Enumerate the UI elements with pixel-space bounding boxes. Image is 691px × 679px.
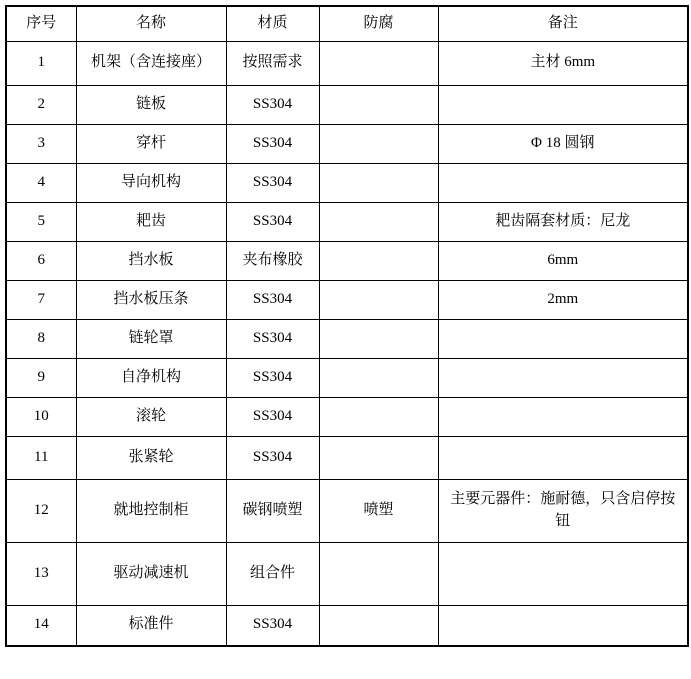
cell-anticorrosion — [319, 319, 438, 358]
cell-remark — [438, 436, 688, 479]
cell-name: 自净机构 — [76, 358, 226, 397]
cell-anticorrosion — [319, 397, 438, 436]
cell-name: 驱动减速机 — [76, 542, 226, 605]
cell-no: 6 — [6, 241, 76, 280]
table-row — [6, 605, 688, 646]
cell-anticorrosion — [319, 124, 438, 163]
table-row — [6, 85, 688, 124]
cell-no: 9 — [6, 358, 76, 397]
cell-name: 耙齿 — [76, 202, 226, 241]
table-row — [6, 241, 688, 280]
cell-material: 夹布橡胶 — [226, 241, 319, 280]
cell-anticorrosion — [319, 280, 438, 319]
cell-no: 7 — [6, 280, 76, 319]
cell-no: 4 — [6, 163, 76, 202]
table-row — [6, 163, 688, 202]
cell-remark: 主要元器件：施耐德，只含启停按钮 — [438, 479, 688, 542]
cell-name: 张紧轮 — [76, 436, 226, 479]
cell-material: SS304 — [226, 358, 319, 397]
cell-remark — [438, 397, 688, 436]
cell-anticorrosion — [319, 241, 438, 280]
column-header-remark: 备注 — [438, 6, 688, 41]
cell-material: SS304 — [226, 605, 319, 646]
parts-table — [5, 5, 689, 647]
cell-material: SS304 — [226, 397, 319, 436]
column-header-no: 序号 — [6, 6, 76, 41]
cell-remark — [438, 163, 688, 202]
cell-name: 标准件 — [76, 605, 226, 646]
cell-remark — [438, 319, 688, 358]
cell-no: 13 — [6, 542, 76, 605]
cell-name: 滚轮 — [76, 397, 226, 436]
cell-material: SS304 — [226, 163, 319, 202]
cell-remark: 主材 6mm — [438, 41, 688, 85]
table-row — [6, 202, 688, 241]
cell-name: 挡水板 — [76, 241, 226, 280]
table-row — [6, 479, 688, 542]
cell-name: 挡水板压条 — [76, 280, 226, 319]
cell-material: SS304 — [226, 280, 319, 319]
cell-remark — [438, 358, 688, 397]
cell-material: SS304 — [226, 319, 319, 358]
cell-name: 穿杆 — [76, 124, 226, 163]
cell-name: 就地控制柜 — [76, 479, 226, 542]
cell-material: SS304 — [226, 202, 319, 241]
cell-material: SS304 — [226, 436, 319, 479]
column-header-name: 名称 — [76, 6, 226, 41]
cell-name: 链轮罩 — [76, 319, 226, 358]
cell-no: 5 — [6, 202, 76, 241]
cell-no: 14 — [6, 605, 76, 646]
cell-remark: 6mm — [438, 241, 688, 280]
cell-name: 机架（含连接座） — [76, 41, 226, 85]
cell-name: 导向机构 — [76, 163, 226, 202]
cell-remark — [438, 85, 688, 124]
table-row — [6, 397, 688, 436]
cell-no: 8 — [6, 319, 76, 358]
cell-anticorrosion — [319, 542, 438, 605]
cell-material: SS304 — [226, 124, 319, 163]
cell-material: 碳钢喷塑 — [226, 479, 319, 542]
table-row — [6, 124, 688, 163]
cell-anticorrosion: 喷塑 — [319, 479, 438, 542]
column-header-anticorrosion: 防腐 — [319, 6, 438, 41]
cell-anticorrosion — [319, 41, 438, 85]
cell-anticorrosion — [319, 163, 438, 202]
cell-anticorrosion — [319, 436, 438, 479]
table-row — [6, 319, 688, 358]
cell-name: 链板 — [76, 85, 226, 124]
cell-remark: Φ 18 圆钢 — [438, 124, 688, 163]
cell-no: 11 — [6, 436, 76, 479]
cell-no: 2 — [6, 85, 76, 124]
cell-remark — [438, 542, 688, 605]
table-row — [6, 542, 688, 605]
cell-anticorrosion — [319, 605, 438, 646]
cell-no: 3 — [6, 124, 76, 163]
cell-anticorrosion — [319, 85, 438, 124]
cell-material: 按照需求 — [226, 41, 319, 85]
cell-remark — [438, 605, 688, 646]
cell-anticorrosion — [319, 202, 438, 241]
table-header-row — [6, 6, 688, 41]
cell-anticorrosion — [319, 358, 438, 397]
cell-no: 10 — [6, 397, 76, 436]
table-row — [6, 280, 688, 319]
cell-no: 1 — [6, 41, 76, 85]
table-row — [6, 436, 688, 479]
cell-no: 12 — [6, 479, 76, 542]
cell-remark: 2mm — [438, 280, 688, 319]
table-row — [6, 41, 688, 85]
cell-material: SS304 — [226, 85, 319, 124]
cell-remark: 耙齿隔套材质：尼龙 — [438, 202, 688, 241]
cell-material: 组合件 — [226, 542, 319, 605]
column-header-material: 材质 — [226, 6, 319, 41]
table-row — [6, 358, 688, 397]
